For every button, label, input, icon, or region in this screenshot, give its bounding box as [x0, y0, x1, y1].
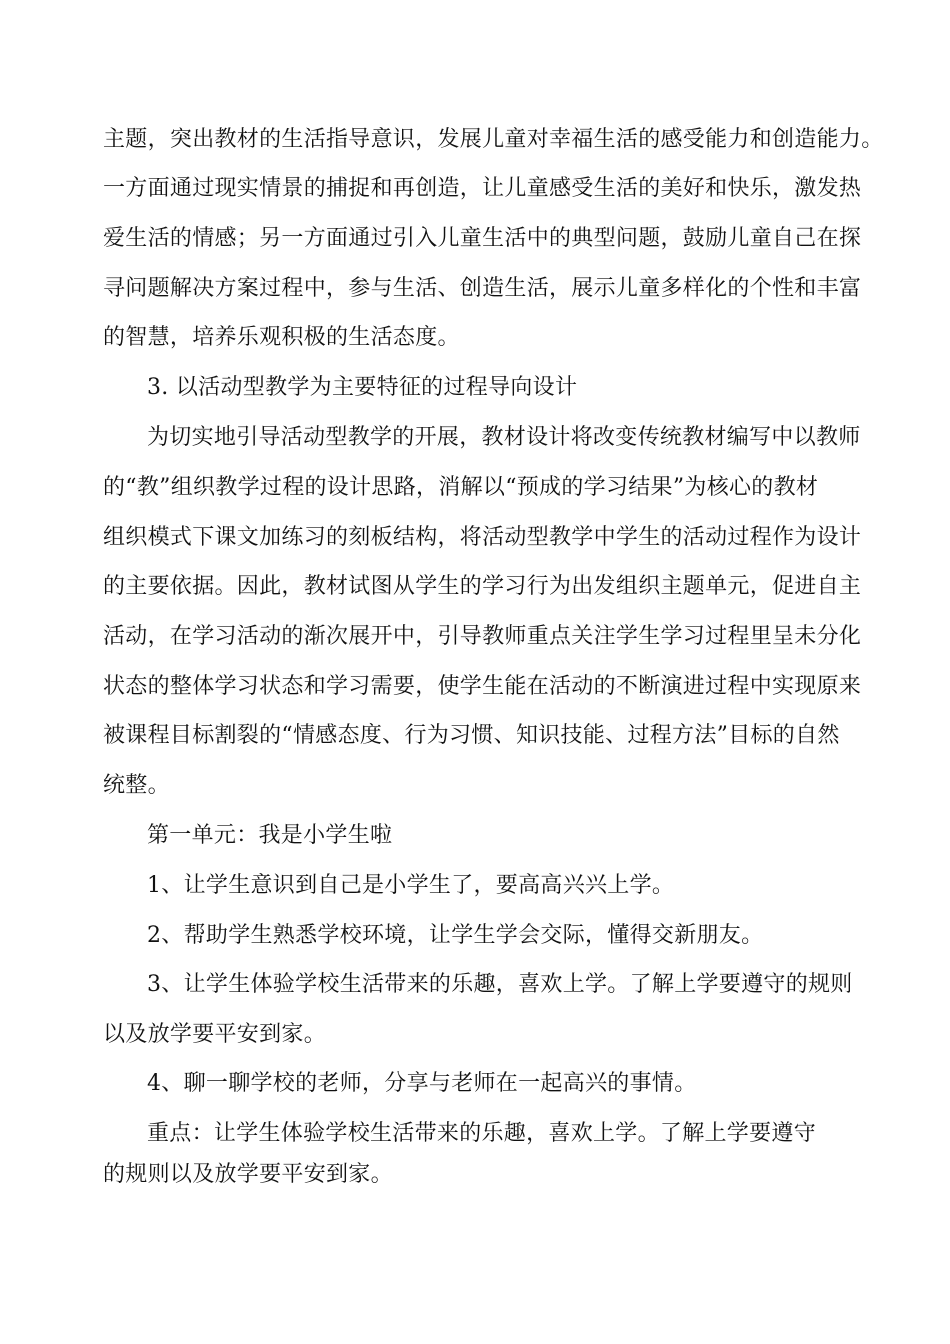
text-line-11: 活动，在学习活动的渐次展开中，引导教师重点关注学生学习过程里呈未分化 [103, 624, 862, 649]
key-point: 重点：让学生体验学校生活带来的乐趣，喜欢上学。了解上学要遵守 [147, 1121, 817, 1146]
text-line-12: 状态的整体学习状态和学习需要，使学生能在活动的不断演进过程中实现原来 [103, 674, 862, 699]
unit-heading: 第一单元：我是小学生啦 [147, 823, 393, 848]
list-item-2: 2、帮助学生熟悉学校环境，让学生学会交际，懂得交新朋友。 [147, 923, 764, 948]
text-line-14: 统整。 [103, 773, 170, 798]
text-line-9: 组织模式下课文加练习的刻板结构，将活动型教学中学生的活动过程作为设计 [103, 525, 862, 550]
list-item-3-cont: 以及放学要平安到家。 [103, 1022, 327, 1047]
text-line-2: 一方面通过现实情景的捕捉和再创造，让儿童感受生活的美好和快乐，激发热 [103, 176, 862, 201]
text-line-5: 的智慧，培养乐观积极的生活态度。 [103, 325, 460, 350]
text-line-7: 为切实地引导活动型教学的开展，教材设计将改变传统教材编写中以教师 [147, 425, 861, 450]
list-item-3: 3、让学生体验学校生活带来的乐趣，喜欢上学。了解上学要遵守的规则 [147, 972, 853, 997]
text-line-8: 的“教”组织教学过程的设计思路，消解以“预成的学习结果”为核心的教材 [103, 475, 819, 500]
text-line-3: 爱生活的情感；另一方面通过引入儿童生活中的典型问题，鼓励儿童自己在探 [103, 226, 862, 251]
list-item-1: 1、让学生意识到自己是小学生了，要高高兴兴上学。 [147, 873, 675, 898]
list-item-4: 4、聊一聊学校的老师，分享与老师在一起高兴的事情。 [147, 1071, 697, 1096]
section-heading: 3. 以活动型教学为主要特征的过程导向设计 [147, 375, 578, 400]
text-line-13: 被课程目标割裂的“情感态度、行为习惯、知识技能、过程方法”目标的自然 [103, 723, 840, 748]
key-point-cont: 的规则以及放学要平安到家。 [103, 1162, 393, 1187]
text-line-4: 寻问题解决方案过程中，参与生活、创造生活，展示儿童多样化的个性和丰富 [103, 276, 862, 301]
text-line-10: 的主要依据。因此，教材试图从学生的学习行为出发组织主题单元，促进自主 [103, 574, 862, 599]
text-line-1: 主题，突出教材的生活指导意识，发展儿童对幸福生活的感受能力和创造能力。 [103, 127, 884, 152]
